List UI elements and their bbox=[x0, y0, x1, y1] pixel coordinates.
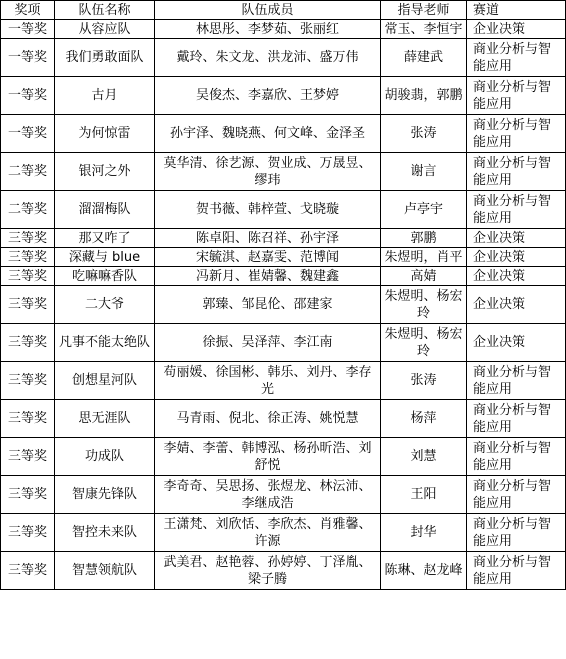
award-cell: 三等奖 bbox=[1, 267, 55, 286]
track-cell: 商业分析与智能应用 bbox=[467, 191, 566, 229]
advisor-cell: 杨萍 bbox=[381, 400, 467, 438]
award-cell: 三等奖 bbox=[1, 362, 55, 400]
advisor-cell: 薛建武 bbox=[381, 39, 467, 77]
team-cell: 智控未来队 bbox=[55, 514, 155, 552]
team-cell: 从容应队 bbox=[55, 20, 155, 39]
track-cell: 企业决策 bbox=[467, 229, 566, 248]
header-advisor: 指导老师 bbox=[381, 1, 467, 20]
advisor-cell: 陈琳、赵龙峰 bbox=[381, 552, 467, 590]
members-cell: 莫华清、徐艺源、贺业成、万晟昱、缪玮 bbox=[155, 153, 381, 191]
advisor-cell: 张涛 bbox=[381, 362, 467, 400]
members-cell: 冯新月、崔婧馨、魏建鑫 bbox=[155, 267, 381, 286]
table-row bbox=[1, 476, 566, 514]
award-cell: 一等奖 bbox=[1, 115, 55, 153]
table-row bbox=[1, 77, 566, 115]
team-cell: 智康先锋队 bbox=[55, 476, 155, 514]
award-cell: 三等奖 bbox=[1, 476, 55, 514]
members-cell: 李婧、李蕾、韩博泓、杨孙昕浩、刘舒悦 bbox=[155, 438, 381, 476]
members-cell: 吴俊杰、李嘉欣、王梦婷 bbox=[155, 77, 381, 115]
track-cell: 商业分析与智能应用 bbox=[467, 552, 566, 590]
advisor-cell: 朱煜明、杨宏玲 bbox=[381, 286, 467, 324]
track-cell: 企业决策 bbox=[467, 20, 566, 39]
award-cell: 三等奖 bbox=[1, 514, 55, 552]
track-cell: 商业分析与智能应用 bbox=[467, 39, 566, 77]
table-row bbox=[1, 229, 566, 248]
track-cell: 企业决策 bbox=[467, 267, 566, 286]
team-cell: 智慧领航队 bbox=[55, 552, 155, 590]
table-row bbox=[1, 552, 566, 590]
members-cell: 林思彤、李梦茹、张丽红 bbox=[155, 20, 381, 39]
team-cell: 我们勇敢面队 bbox=[55, 39, 155, 77]
header-award: 奖项 bbox=[1, 1, 55, 20]
advisor-cell: 王阳 bbox=[381, 476, 467, 514]
award-cell: 三等奖 bbox=[1, 400, 55, 438]
advisor-cell: 封华 bbox=[381, 514, 467, 552]
advisor-cell: 胡骏翡，郭鹏 bbox=[381, 77, 467, 115]
award-cell: 三等奖 bbox=[1, 286, 55, 324]
award-cell: 二等奖 bbox=[1, 153, 55, 191]
advisor-cell: 刘慧 bbox=[381, 438, 467, 476]
team-cell: 凡事不能太绝队 bbox=[55, 324, 155, 362]
table-row bbox=[1, 20, 566, 39]
team-cell: 为何惊雷 bbox=[55, 115, 155, 153]
table-row bbox=[1, 39, 566, 77]
members-cell: 李奇奇、吴思扬、张煜龙、林沄沛、李继成浩 bbox=[155, 476, 381, 514]
track-cell: 商业分析与智能应用 bbox=[467, 115, 566, 153]
team-cell: 古月 bbox=[55, 77, 155, 115]
track-cell: 商业分析与智能应用 bbox=[467, 77, 566, 115]
track-cell: 企业决策 bbox=[467, 248, 566, 267]
table-row bbox=[1, 286, 566, 324]
advisor-cell: 朱煜明，肖平 bbox=[381, 248, 467, 267]
team-cell: 创想星河队 bbox=[55, 362, 155, 400]
header-members: 队伍成员 bbox=[155, 1, 381, 20]
advisor-cell: 高婧 bbox=[381, 267, 467, 286]
track-cell: 企业决策 bbox=[467, 286, 566, 324]
track-cell: 商业分析与智能应用 bbox=[467, 362, 566, 400]
award-cell: 一等奖 bbox=[1, 39, 55, 77]
header-team: 队伍名称 bbox=[55, 1, 155, 20]
award-cell: 三等奖 bbox=[1, 438, 55, 476]
team-cell: 功成队 bbox=[55, 438, 155, 476]
track-cell: 商业分析与智能应用 bbox=[467, 400, 566, 438]
award-cell: 三等奖 bbox=[1, 248, 55, 267]
table-row bbox=[1, 514, 566, 552]
award-cell: 三等奖 bbox=[1, 324, 55, 362]
members-cell: 武美君、赵艳蓉、孙婷婷、丁泽胤、梁子腾 bbox=[155, 552, 381, 590]
table-row bbox=[1, 362, 566, 400]
members-cell: 马青雨、倪北、徐正涛、姚悦慧 bbox=[155, 400, 381, 438]
table-row bbox=[1, 400, 566, 438]
members-cell: 王潇梵、刘欣恬、李欣杰、肖雅馨、许源 bbox=[155, 514, 381, 552]
members-cell: 徐振、吴泽萍、李江南 bbox=[155, 324, 381, 362]
members-cell: 郭臻、邹昆伦、邵建家 bbox=[155, 286, 381, 324]
header-row bbox=[1, 1, 566, 20]
track-cell: 商业分析与智能应用 bbox=[467, 153, 566, 191]
advisor-cell: 朱煜明、杨宏玲 bbox=[381, 324, 467, 362]
track-cell: 商业分析与智能应用 bbox=[467, 514, 566, 552]
team-cell: 那又咋了 bbox=[55, 229, 155, 248]
advisor-cell: 常玉、李恒宇 bbox=[381, 20, 467, 39]
members-cell: 苟丽媛、徐国彬、韩乐、刘丹、李存光 bbox=[155, 362, 381, 400]
members-cell: 陈卓阳、陈召祥、孙宇泽 bbox=[155, 229, 381, 248]
table-row bbox=[1, 438, 566, 476]
advisor-cell: 谢言 bbox=[381, 153, 467, 191]
team-cell: 思无涯队 bbox=[55, 400, 155, 438]
members-cell: 宋毓淇、赵嘉雯、范博闻 bbox=[155, 248, 381, 267]
team-cell: 深藏与 blue bbox=[55, 248, 155, 267]
award-cell: 一等奖 bbox=[1, 20, 55, 39]
table-row bbox=[1, 324, 566, 362]
table-row bbox=[1, 191, 566, 229]
award-cell: 三等奖 bbox=[1, 552, 55, 590]
track-cell: 商业分析与智能应用 bbox=[467, 476, 566, 514]
members-cell: 孙宇泽、魏晓燕、何文峰、金泽圣 bbox=[155, 115, 381, 153]
track-cell: 商业分析与智能应用 bbox=[467, 438, 566, 476]
table-row bbox=[1, 248, 566, 267]
track-cell: 企业决策 bbox=[467, 324, 566, 362]
header-track: 赛道 bbox=[467, 1, 566, 20]
award-cell: 一等奖 bbox=[1, 77, 55, 115]
table-row bbox=[1, 115, 566, 153]
table-row bbox=[1, 267, 566, 286]
table-row bbox=[1, 153, 566, 191]
team-cell: 银河之外 bbox=[55, 153, 155, 191]
team-cell: 溜溜梅队 bbox=[55, 191, 155, 229]
team-cell: 二大爷 bbox=[55, 286, 155, 324]
members-cell: 戴玲、朱文龙、洪龙沛、盛万伟 bbox=[155, 39, 381, 77]
advisor-cell: 张涛 bbox=[381, 115, 467, 153]
advisor-cell: 郭鹏 bbox=[381, 229, 467, 248]
members-cell: 贺书薇、韩梓萱、戈晓璇 bbox=[155, 191, 381, 229]
award-cell: 二等奖 bbox=[1, 191, 55, 229]
team-cell: 吃嘛嘛香队 bbox=[55, 267, 155, 286]
advisor-cell: 卢亭宇 bbox=[381, 191, 467, 229]
award-cell: 三等奖 bbox=[1, 229, 55, 248]
